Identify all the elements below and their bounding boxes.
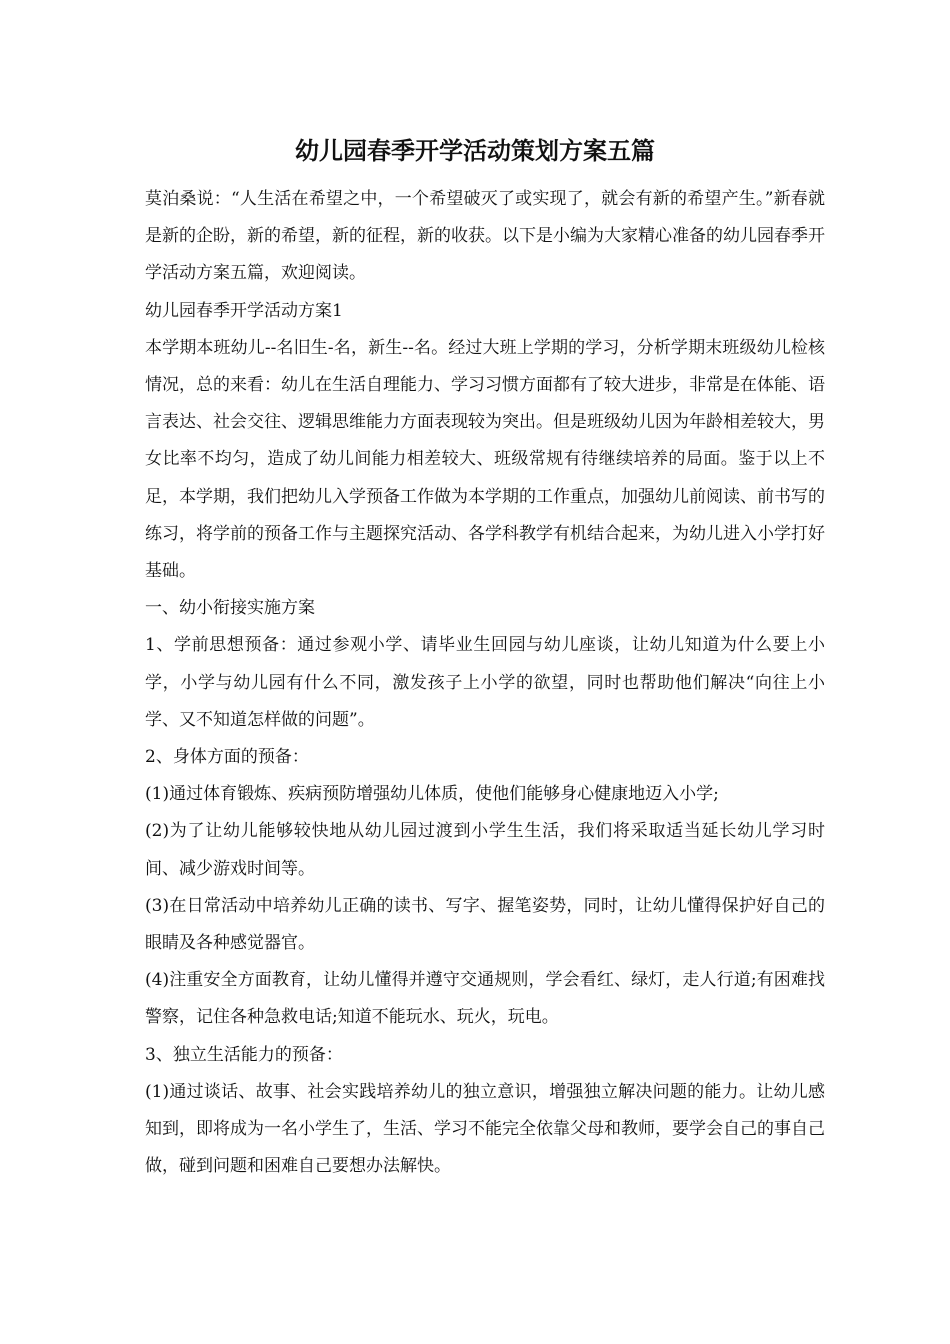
list-item-physical-2: (2)为了让幼儿能够较快地从幼儿园过渡到小学生生活，我们将采取适当延长幼儿学习时间、减少游戏时间等。	[145, 821, 825, 879]
subheading-independence-preparation: 3、独立生活能力的预备：	[145, 1044, 343, 1065]
subheading-physical-preparation: 2、身体方面的预备：	[145, 747, 309, 768]
document-title: 幼儿园春季开学活动策划方案五篇	[295, 136, 655, 165]
document-body	[145, 181, 825, 1185]
section-heading-plan-1: 幼儿园春季开学活动方案1	[145, 300, 343, 321]
list-item-independence-1: (1)通过谈话、故事、社会实践培养幼儿的独立意识，增强独立解决问题的能力。让幼儿感知到，即将成为一名小学生了，生活、学习不能完全依靠父母和教师，要学会自己的事自己做，碰到问题和困难自己要想办法解快。	[145, 1081, 825, 1177]
list-item-physical-3: (3)在日常活动中培养幼儿正确的读书、写字、握笔姿势，同时，让幼儿懂得保护好自己的眼睛及各种感觉器官。	[145, 895, 825, 954]
paragraph-semester-overview: 本学期本班幼儿--名旧生-名，新生--名。经过大班上学期的学习，分析学期末班级幼儿检核情况，总的来看：幼儿在生活自理能力、学习习惯方面都有了较大进步，非常是在体能、语言表达、社会交往、逻辑思维能力方面表现较为突出。但是班级幼儿因为年龄相差较大，男女比率不均匀，造成了幼儿间能力相差较大、班级常规有待继续培养的局面。鉴于以上不足，本学期，我们把幼儿入学预备工作做为本学期的工作重点，加强幼儿前阅读、前书写的练习，将学前的预备工作与主题探究活动、各学科教学有机结合起来，为幼儿进入小学打好基础。	[145, 337, 825, 582]
list-item-physical-4: (4)注重安全方面教育，让幼儿懂得并遵守交通规则，学会看红、绿灯，走人行道;有困难找警察，记住各种急救电话;知道不能玩水、玩火，玩电。	[145, 970, 825, 1028]
paragraph-intro: 莫泊桑说：“人生活在希望之中，一个希望破灭了或实现了，就会有新的希望产生。”新春就是新的企盼，新的希望，新的征程，新的收获。以下是小编为大家精心准备的幼儿园春季开学活动方案五篇，欢迎阅读。	[145, 189, 825, 284]
list-item-physical-1: (1)通过体育锻炼、疾病预防增强幼儿体质，使他们能够身心健康地迈入小学;	[145, 784, 719, 805]
section-heading-transition-plan: 一、幼小衔接实施方案	[145, 598, 315, 619]
paragraph-mental-preparation: 1、学前思想预备：通过参观小学、请毕业生回园与幼儿座谈，让幼儿知道为什么要上小学，小学与幼儿园有什么不同，激发孩子上小学的欲望，同时也帮助他们解决“向往上小学、又不知道怎样做的问题”。	[145, 635, 825, 730]
